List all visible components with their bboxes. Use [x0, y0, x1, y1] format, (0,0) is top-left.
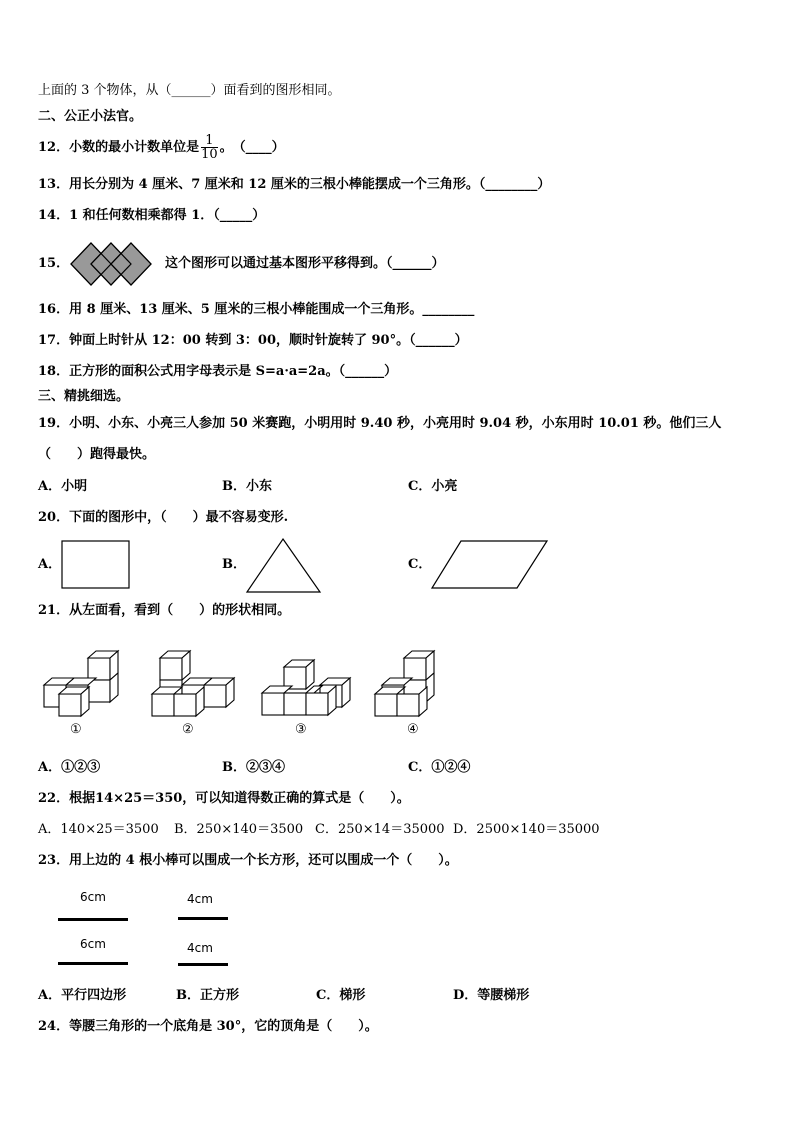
q19-option-b[interactable]: B．小东	[222, 479, 272, 494]
cube-caption-2: ②	[182, 722, 194, 737]
cube-caption-3: ③	[295, 722, 307, 737]
q12-prefix: 12．小数的最小计数单位是	[38, 140, 200, 155]
question-23: 23．用上边的 4 根小棒可以围成一个长方形，还可以围成一个（ ）。	[38, 853, 458, 868]
stick-label-1: 6cm	[80, 890, 106, 904]
cube-figure-2	[150, 650, 240, 722]
cube-figure-3	[260, 655, 352, 723]
q21-option-c[interactable]: C．①②④	[408, 760, 471, 775]
diamond-pattern-figure	[70, 242, 166, 286]
q22-option-b[interactable]: B．250×140＝3500	[174, 822, 304, 837]
stick-label-2: 4cm	[187, 892, 213, 906]
stick-2	[178, 917, 228, 920]
triangle-figure	[246, 538, 322, 594]
stick-4	[178, 963, 228, 966]
cube-caption-4: ④	[407, 722, 419, 737]
q12-suffix: 。 （____）	[219, 140, 285, 155]
section-2-title: 二、公正小法官。	[38, 109, 143, 124]
question-24: 24．等腰三角形的一个底角是 30°，它的顶角是（ ）。	[38, 1019, 378, 1034]
section-3-title: 三、精挑细选。	[38, 389, 130, 404]
question-19-line-1: 19．小明、小东、小亮三人参加 50 米赛跑，小明用时 9.40 秒，小亮用时 9.04 秒，小东用时 10.01 秒。他们三人	[38, 416, 722, 431]
cube-figure-4	[372, 650, 444, 722]
question-20: 20．下面的图形中，（ ）最不容易变形.	[38, 510, 289, 525]
q22-option-d[interactable]: D．2500×140＝35000	[453, 822, 600, 837]
cube-caption-1: ①	[70, 722, 82, 737]
line-top: 上面的 3 个物体，从（______）面看到的图形相同。	[38, 83, 341, 98]
question-18: 18．正方形的面积公式用字母表示是 S=a·a=2a。（______）	[38, 364, 398, 379]
question-15-text: 这个图形可以通过基本图形平移得到。（______）	[165, 256, 445, 271]
parallelogram-figure	[431, 540, 549, 590]
question-12	[38, 130, 285, 166]
q20-option-b[interactable]: B．	[222, 557, 246, 572]
stick-label-4: 4cm	[187, 941, 213, 955]
stick-1	[58, 918, 128, 921]
rectangle-figure	[61, 540, 131, 590]
question-17: 17．钟面上时针从 12：00 转到 3：00，顺时针旋转了 90°。（______）	[38, 333, 468, 348]
fraction-denominator: 10	[201, 147, 218, 162]
question-16: 16．用 8 厘米、13 厘米、5 厘米的三根小棒能围成一个三角形。________	[38, 302, 475, 317]
question-14: 14．1 和任何数相乘都得 1．（_____）	[38, 208, 266, 223]
q22-option-c[interactable]: C．250×14＝35000	[315, 822, 445, 837]
question-21: 21．从左面看，看到（ ）的形状相同。	[38, 603, 291, 618]
fraction-numerator: 1	[201, 134, 218, 148]
q20-option-c[interactable]: C．	[408, 557, 432, 572]
q23-option-d[interactable]: D．等腰梯形	[453, 988, 530, 1003]
stick-label-3: 6cm	[80, 937, 106, 951]
q19-option-c[interactable]: C．小亮	[408, 479, 458, 494]
q19-option-a[interactable]: A．小明	[38, 479, 88, 494]
q22-option-a[interactable]: A．140×25＝3500	[38, 822, 159, 837]
question-15-number: 15．	[38, 256, 70, 271]
q21-option-b[interactable]: B．②③④	[222, 760, 285, 775]
question-22: 22．根据14×25＝350，可以知道得数正确的算式是（ ）。	[38, 791, 410, 806]
cube-figure-1	[42, 650, 122, 722]
fraction	[201, 134, 218, 161]
q21-option-a[interactable]: A．①②③	[38, 760, 101, 775]
q20-option-a[interactable]: A．	[38, 557, 62, 572]
stick-3	[58, 962, 128, 965]
question-13: 13．用长分别为 4 厘米、7 厘米和 12 厘米的三根小棒能摆成一个三角形。（________）	[38, 177, 551, 192]
q23-option-c[interactable]: C．梯形	[316, 988, 366, 1003]
question-19-line-2: （ ）跑得最快。	[38, 447, 156, 462]
q23-option-a[interactable]: A．平行四边形	[38, 988, 127, 1003]
q23-option-b[interactable]: B．正方形	[176, 988, 239, 1003]
